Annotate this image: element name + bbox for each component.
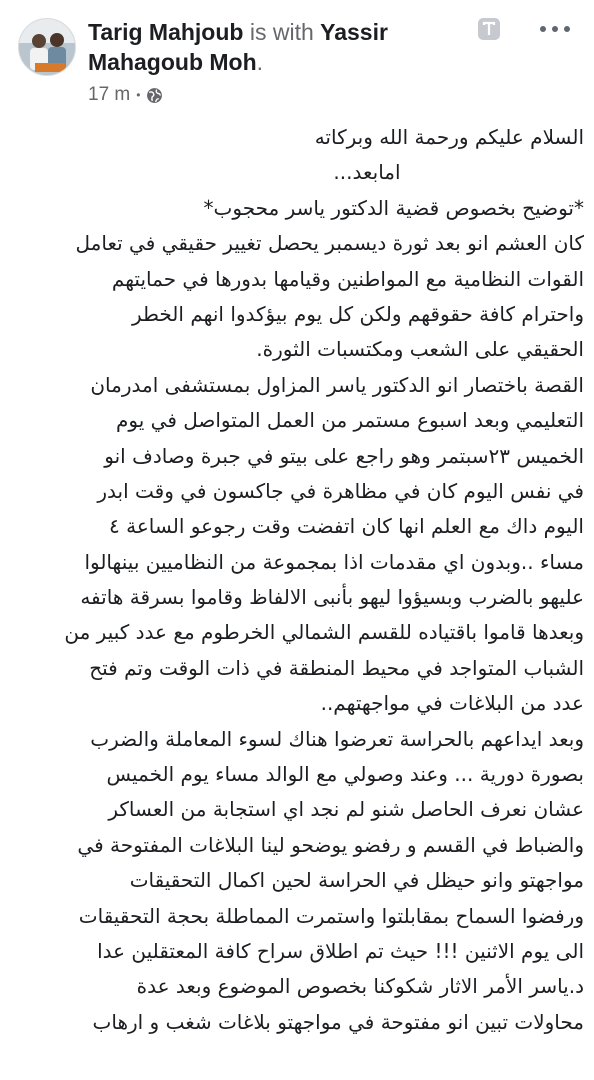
author-name[interactable]: Tarig Mahjoub	[88, 19, 244, 45]
text-line: الى يوم الاثنين !!! حيث تم اطلاق سراح كافة المعتقلين عدا	[97, 938, 584, 963]
period: .	[256, 49, 264, 75]
text-line: السلام عليكم ورحمة الله وبركاته	[314, 125, 584, 149]
tag-icon[interactable]	[476, 16, 502, 42]
text-line: مساء ..وبدون اي مقدمات اذا بمجموعة من النظاميين بينهالوا	[84, 549, 584, 574]
text-line: د.ياسر الأمر الاثار شكوكنا بخصوص الموضوع وبعد عدة	[136, 974, 584, 999]
text-line: عشان نعرف الحاصل شنو لم نجد اي استجابة من العساكر	[108, 797, 584, 822]
text-line: عليهو بالضرب وبسيؤوا ليهو بأنبى الالفاظ وقاموا بسرقة هاتفه	[80, 585, 584, 610]
text-line: في نفس اليوم كان في مظاهرة في جاكسون في وقت ابدر	[97, 478, 584, 503]
text-line: القصة باختصار انو الدكتور ياسر المزاول بمستشفى امدرمان	[90, 372, 584, 397]
tagged-name[interactable]: Yassir Mahagoub Moh	[88, 19, 388, 75]
more-dots-icon[interactable]	[540, 24, 570, 34]
dot-1	[540, 26, 546, 32]
post-header	[0, 0, 594, 115]
text-line: ورفضوا السماح بمقابلتوا واستمرت المماطلة بحجة التحقيقات	[78, 903, 584, 928]
text-line: الشباب المتواجد في محيط المنطقة في ذات الوقت وتم فتح	[89, 655, 584, 680]
post-text	[10, 120, 584, 1080]
author-line	[88, 17, 468, 77]
text-line: الخميس ٢٣سبتمر وهو راجع على بيتو في جبرة وصادف انو	[104, 443, 584, 468]
text-line: بصورة دورية ... وعند وصولي مع الوالد مساء يوم الخميس	[106, 762, 584, 787]
text-line: وبعد ايداعهم بالحراسة تعرضوا هناك لسوء المعاملة والضرب	[90, 726, 584, 751]
avatar-photo-icon	[19, 19, 76, 76]
text-line: واحترام كافة حقوقهم ولكن كل يوم بيؤكدوا انهم الخطر	[131, 301, 584, 326]
dot-2	[552, 26, 558, 32]
separator: •	[136, 88, 141, 102]
text-line: اليوم داك مع العلم انها كان اتفضت وقت رجوعو الساعة ٤	[109, 514, 584, 539]
text-line: الحقيقي على الشعب ومكتسبات الثورة.	[256, 337, 584, 362]
timestamp[interactable]: 17 m	[88, 84, 131, 105]
with-text: is with	[249, 19, 314, 45]
text-line: القوات النظامية مع المواطنين وقيامها بدورها في حمايتهم	[111, 266, 584, 291]
text-line: محاولات تبين انو مفتوحة في مواجهتو بلاغات شغب و ارهاب	[92, 1009, 584, 1034]
dot-3	[564, 26, 570, 32]
text-line: امابعد...	[333, 160, 401, 185]
text-line: كان العشم انو بعد ثورة ديسمبر يحصل تغيير حقيقي في تعامل	[75, 231, 584, 256]
text-line: والضباط في القسم و رفضو يوضحو لينا البلاغات المفتوحة في	[77, 832, 584, 857]
text-line: التعليمي وبعد اسبوع مستمر من العمل المتواصل في يوم	[116, 408, 584, 433]
text-line: وبعدها قاموا باقتياده للقسم الشمالي الخرطوم مع عدد كبير من	[64, 620, 584, 645]
text-line: عدد من البلاغات في مواجهتهم..	[320, 691, 584, 716]
post-meta	[88, 84, 163, 106]
globe-icon[interactable]	[146, 87, 163, 104]
avatar[interactable]	[18, 18, 76, 76]
text-line: *توضيح بخصوص قضية الدكتور ياسر محجوب*	[203, 195, 584, 220]
text-line: مواجهتو وانو حيظل في الحراسة لحين اكمال التحقيقات	[129, 868, 584, 893]
